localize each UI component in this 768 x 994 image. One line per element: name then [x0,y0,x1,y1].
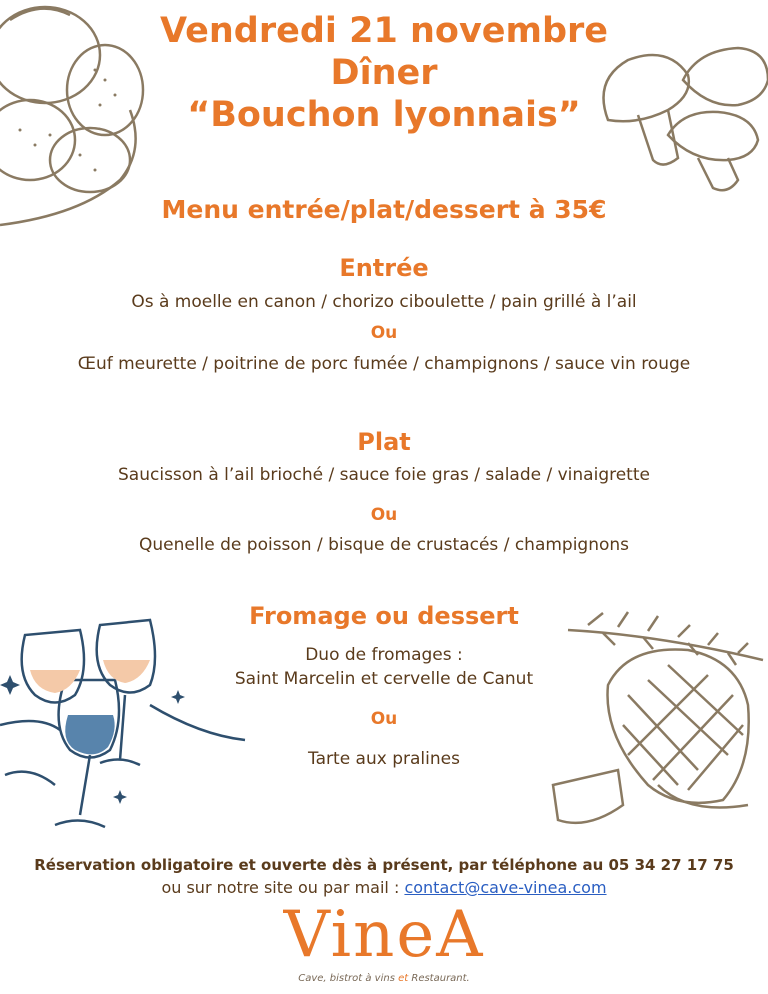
vinea-logo: VineA [283,898,485,972]
contact-email-link[interactable]: contact@cave-vinea.com [404,878,607,897]
menu-price-heading: Menu entrée/plat/dessert à 35€ [161,195,607,224]
dessert-option-1-line1: Duo de fromages : [305,645,463,665]
tagline-et: et [398,973,409,984]
plat-option-1: Saucisson à l’ail brioché / sauce foie gras / salade / vinaigrette [118,465,650,485]
plat-or-label: Ou [370,505,398,525]
entree-option-2: Œuf meurette / poitrine de porc fumée / champignons / sauce vin rouge [77,354,691,374]
event-theme-heading: “Bouchon lyonnais” [187,95,581,135]
dessert-option-2: Tarte aux pralines [308,749,460,769]
entree-or-label: Ou [370,323,398,343]
tagline-part1: Cave, bistrot à vins [298,973,399,984]
event-date-heading: Vendredi 21 novembre [159,11,609,51]
tagline-part2: Restaurant. [408,973,470,984]
dessert-section-title: Fromage ou dessert [249,602,519,630]
reservation-info: Réservation obligatoire et ouverte dès à présent, par téléphone au 05 34 27 17 75 [34,856,734,874]
dessert-or-label: Ou [370,709,398,729]
contact-line [0,878,768,897]
plat-option-2: Quenelle de poisson / bisque de crustacés / champignons [138,535,630,555]
contact-prefix: ou sur notre site ou par mail : [161,878,405,897]
entree-option-1: Os à moelle en canon / chorizo ciboulette / pain grillé à l’ail [131,292,637,312]
logo-tagline [0,973,768,984]
event-type-heading: Dîner [330,53,438,93]
entree-section-title: Entrée [339,254,429,282]
plat-section-title: Plat [357,428,411,456]
dessert-option-1-line2: Saint Marcelin et cervelle de Canut [234,669,534,689]
